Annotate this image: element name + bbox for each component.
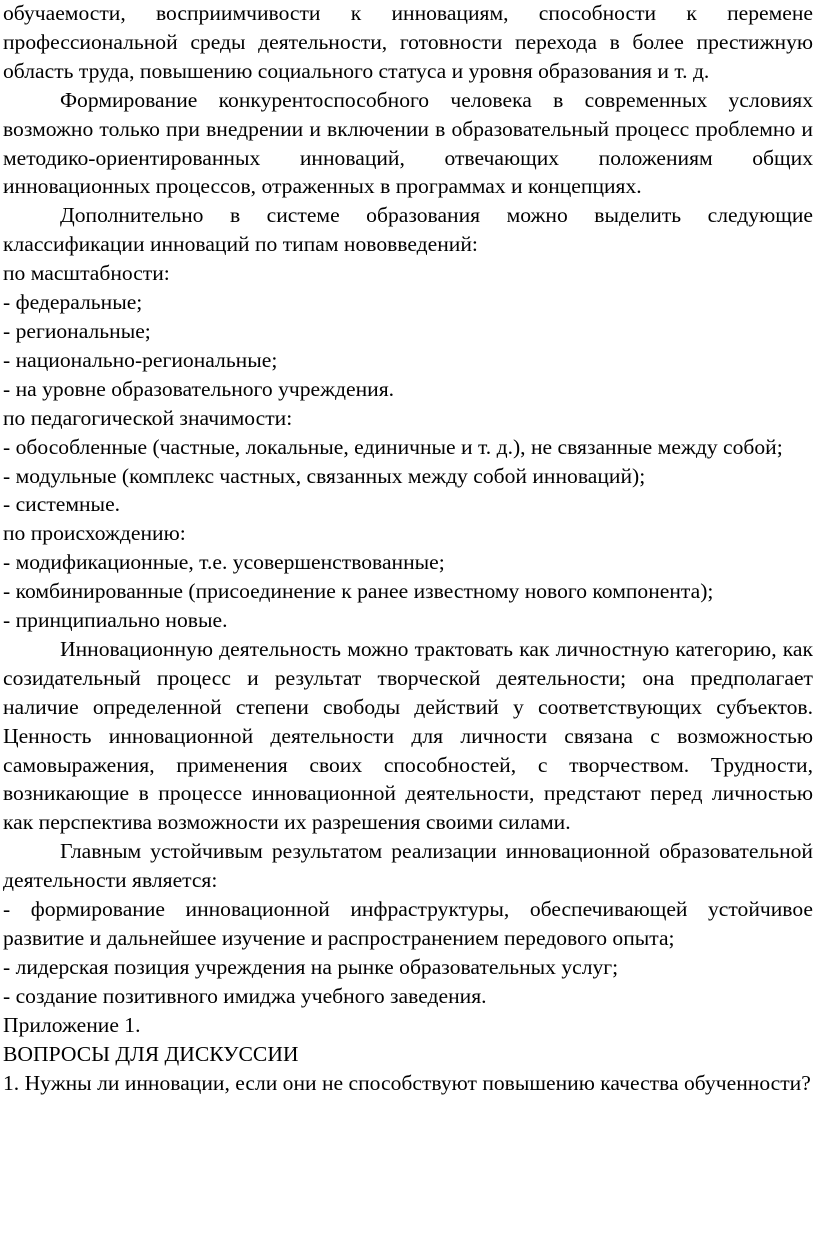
paragraph-continuation: обучаемости, восприимчивости к инновациям, способности к перемене профессиональной среды деятельности, готовности перехода в более престижную область труда, повышению социального статуса и уровня образования и т. д. [3,1,813,83]
discussion-question: 1. Нужны ли инновации, если они не способствуют повышению качества обученности? [3,1070,811,1095]
list-heading-scale: по масштабности: [3,261,170,286]
paragraph-classification-intro: Дополнительно в системе образования можно выделить следующие классификации инноваций по типам нововведений: [3,203,813,257]
list-item: - модификационные, т.е. усовершенствованные; [3,550,445,575]
section-heading: ВОПРОСЫ ДЛЯ ДИСКУССИИ [3,1041,299,1066]
list-heading-origin: по происхождению: [3,521,186,546]
appendix-label: Приложение 1. [3,1012,141,1037]
list-item: - модульные (комплекс частных, связанных между собой инноваций); [3,463,646,488]
list-item: - обособленные (частные, локальные, единичные и т. д.), не связанные между собой; [3,434,783,459]
list-item: - лидерская позиция учреждения на рынке образовательных услуг; [3,954,619,979]
list-item: - формирование инновационной инфраструктуры, обеспечивающей устойчивое развитие и дальнейшее изучение и распространением передового опыта; [3,897,813,950]
list-item: - федеральные; [3,290,143,315]
paragraph-main-result: Главным устойчивым результатом реализации инновационной образовательной деятельности является: [3,839,813,893]
list-item: - принципиально новые. [3,608,228,633]
list-item: - создание позитивного имиджа учебного заведения. [3,983,487,1008]
paragraph-competitive-person: Формирование конкурентоспособного человека в современных условиях возможно только при внедрении и включении в образовательный процесс проблемно и методико-ориентированных инноваций, отвечающих положениям общих инновационных процессов, отраженных в программах и концепциях. [3,87,813,199]
list-item: - системные. [3,492,121,517]
paragraph-innovation-activity: Инновационную деятельность можно трактовать как личностную категорию, как созидательный процесс и результат творческой деятельности; она предполагает наличие определенной степени свободы действий у соответствующих субъектов. Ценность инновационной деятельности для личности связана с возможностью самовыражения, применения своих способностей, с творчеством. Трудности, возникающие в процессе инновационной деятельности, предстают перед личностью как перспектива возможности их разрешения своими силами. [3,636,813,835]
list-item: - комбинированные (присоединение к ранее известному нового компонента); [3,579,714,604]
list-heading-significance: по педагогической значимости: [3,405,293,430]
list-item: - национально-региональные; [3,347,278,372]
list-item: - региональные; [3,318,151,343]
document-page [3,0,813,1097]
list-item: - на уровне образовательного учреждения. [3,376,395,401]
